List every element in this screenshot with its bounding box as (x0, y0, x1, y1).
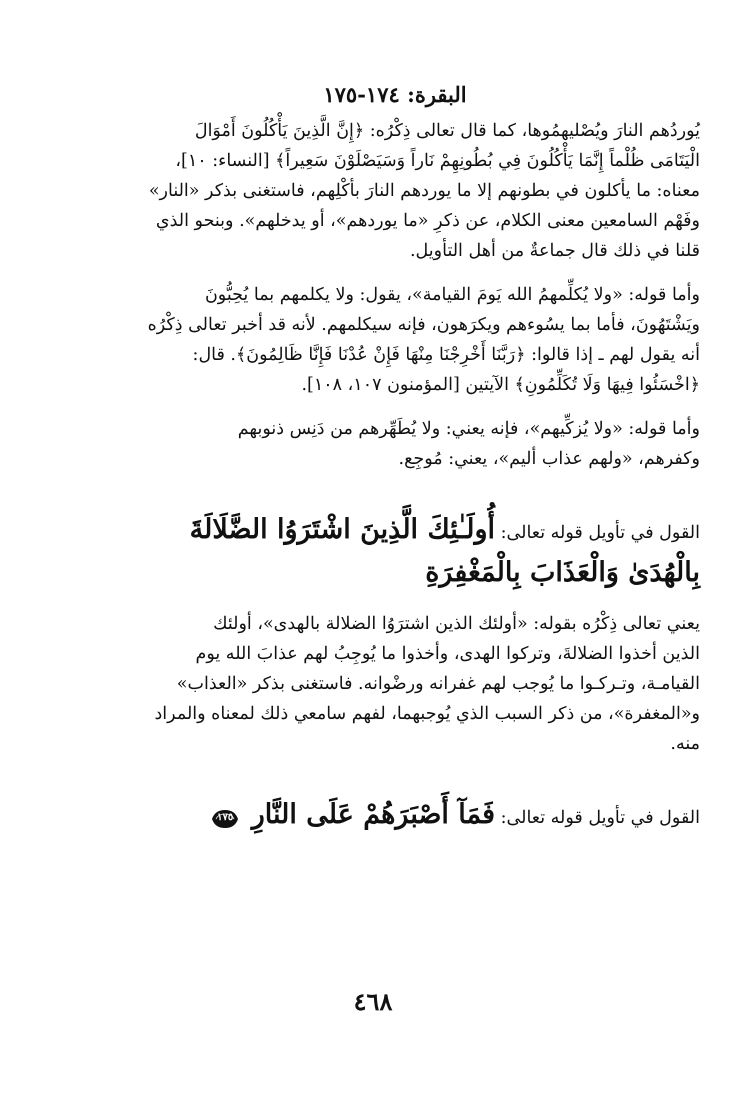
verse-text: بِالْهُدَىٰ وَالْعَذَابَ بِالْمَغْفِرَةِ (425, 557, 700, 588)
text-line: و«المغفرة»، من ذكر السبب الذي يُوجبهما، لفهم سامعي ذلك لمعناه والمراد (154, 704, 700, 724)
text-line: الْيَتَامَى ظُلْماً إِنَّمَا يَأْكُلُونَ فِي بُطُونِهِمْ نَاراً وَسَيَصْلَوْنَ سَعِيراً﴾ [النساء: ١٠]، (175, 151, 700, 171)
paragraph-speech (90, 280, 700, 400)
text-line: وأما قوله: «ولا يُكلِّمهمُ الله يَومَ القيامة»، يقول: ولا يكلمهم بما يُحِبُّونَ (204, 285, 700, 305)
paragraph-commentary (90, 609, 700, 759)
ayah-number: ١٧٥ (217, 811, 234, 823)
text-line: يعني تعالى ذِكْرُه بقوله: «أولئك الذين اشترَوُا الضلالة بالهدى»، أولئك (213, 614, 700, 634)
ayah-marker-icon (210, 808, 240, 830)
text-line: منه. (670, 734, 700, 754)
verse-heading-175 (90, 795, 700, 836)
verse-text: فَمَآ أَصْبَرَهُمْ عَلَى النَّارِ (251, 799, 496, 830)
text-line: القيامـة، وتـركـوا ما يُوجب لهم غفرانه ورضْوانه. فاستغنى بذكر «العذاب» (176, 674, 700, 694)
text-line: الذين أخذوا الضلالةَ، وتركوا الهدى، وأخذوا ما يُوجِبُ لهم عذابَ الله يوم (195, 644, 700, 664)
text-line: ﴿اخْسَئُوا فِيهَا وَلَا تُكَلِّمُونِ﴾ الآيتين [المؤمنون ١٠٧، ١٠٨]. (301, 375, 700, 395)
page-number: ٤٦٨ (353, 987, 393, 1016)
text-line: ويَشْتَهُونَ، فأما بما يسُوءهم ويكرَهون، فإنه سيكلمهم. لأنه قد أخبر تعالى ذِكْرُه (147, 315, 700, 335)
verse-heading-174 (90, 510, 700, 595)
heading-intro: القول في تأويل قوله تعالى: (500, 808, 700, 828)
heading-line (90, 510, 700, 551)
heading-intro: القول في تأويل قوله تعالى: (500, 523, 700, 543)
text-line: يُوردُهم النارَ ويُصْليهمُوها، كما قال تعالى ذِكْرُه: ﴿إِنَّ الَّذِينَ يَأْكُلُونَ أَمْوَالَ (194, 121, 700, 141)
text-line: وفَهْم السامعين معنى الكلام، عن ذكرِ «ما يوردهم»، أو يدخلهم». وبنحو الذي (155, 211, 700, 231)
text-line: معناه: ما يأكلون في بطونهم إلا ما يوردهم النارَ بأكْلِهم، فاستغنى بذكر «النار» (148, 181, 700, 201)
page-body (90, 80, 700, 836)
text-line: قلنا في ذلك قال جماعةٌ من أهل التأويل. (409, 241, 700, 261)
paragraph-fire (90, 116, 700, 266)
text-line: وأما قوله: «ولا يُزكِّيهم»، فإنه يعني: ولا يُطَهِّرهم من دَنِس ذنوبهم (237, 419, 700, 439)
running-head: البقرة: ١٧٤-١٧٥ (323, 82, 467, 107)
verse-text: أُولَـٰئِكَ الَّذِينَ اشْتَرَوُا الضَّلَالَةَ (189, 514, 496, 545)
heading-line (90, 795, 700, 836)
paragraph-purify (90, 414, 700, 474)
text-line: أنه يقول لهم ـ إذا قالوا: ﴿رَبَّنَا أَخْرِجْنَا مِنْهَا فَإِنْ عُدْنَا فَإِنَّا ظَالِمُونَ﴾. قال: (192, 345, 700, 365)
text-line: وكفرهم، «ولهم عذاب أليم»، يعني: مُوجِع. (398, 449, 700, 469)
